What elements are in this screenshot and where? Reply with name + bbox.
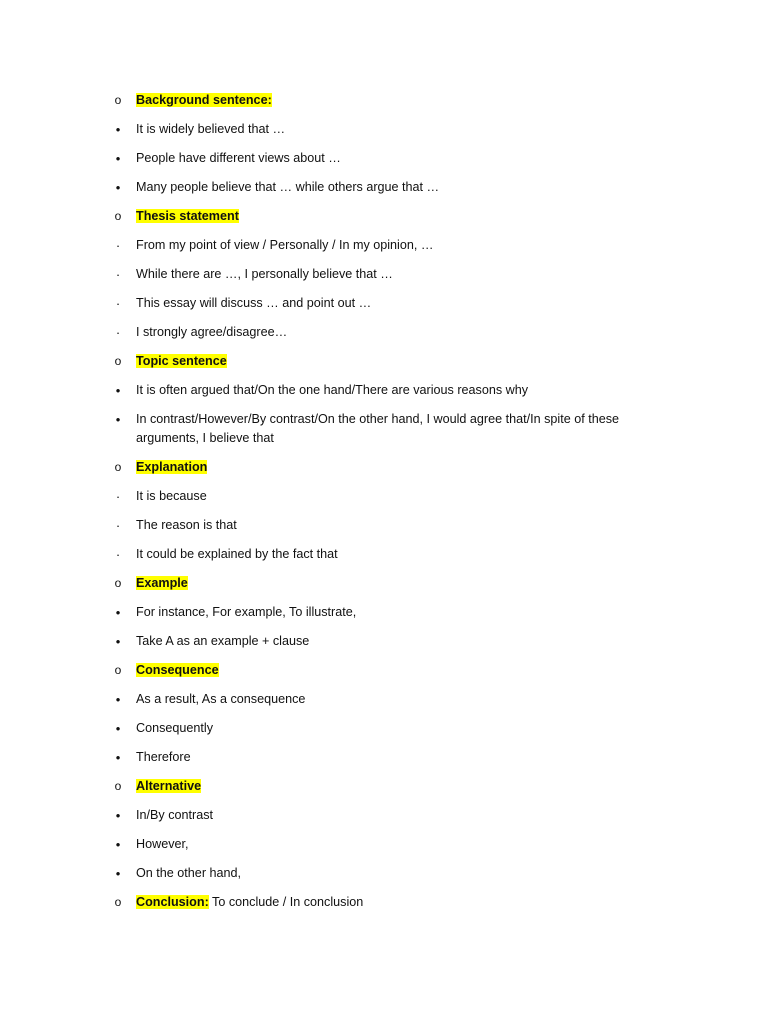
list-item — [0, 632, 768, 651]
circle-bullet-icon: o — [114, 895, 122, 909]
bullet-icon: • — [115, 721, 121, 736]
bullet-icon: • — [115, 180, 121, 195]
heading-line — [136, 893, 636, 912]
bullet-icon: • — [115, 837, 121, 852]
item-text: From my point of view / Personally / In my opinion, … — [136, 238, 434, 252]
bullet-icon: · — [115, 547, 121, 562]
item-text: In/By contrast — [136, 808, 213, 822]
list-item — [0, 487, 768, 506]
circle-bullet-icon: o — [114, 354, 122, 368]
list-item — [0, 864, 768, 883]
list-item — [0, 410, 768, 448]
item-text: Take A as an example + clause — [136, 634, 310, 648]
list-item — [0, 748, 768, 767]
item-text: On the other hand, — [136, 866, 242, 880]
list-item — [0, 178, 768, 197]
circle-bullet-icon: o — [114, 779, 122, 793]
section-heading — [0, 352, 768, 371]
heading-label: Consequence — [136, 663, 219, 677]
heading-label: Example — [136, 576, 188, 590]
bullet-icon: • — [115, 808, 121, 823]
heading-label: Conclusion: — [136, 895, 209, 909]
list-item — [0, 835, 768, 854]
section-heading — [0, 661, 768, 680]
item-text: However, — [136, 837, 189, 851]
list-item — [0, 236, 768, 255]
bullet-icon: • — [115, 634, 121, 649]
bullet-icon: · — [115, 325, 121, 340]
list-item — [0, 381, 768, 400]
section-heading — [0, 207, 768, 226]
heading-line — [136, 207, 636, 226]
heading-text: To conclude / In conclusion — [208, 895, 364, 909]
heading-line — [136, 458, 636, 477]
bullet-icon: · — [115, 296, 121, 311]
list-item — [0, 719, 768, 738]
bullet-icon: • — [115, 750, 121, 765]
heading-label: Alternative — [136, 779, 202, 793]
item-text: Many people believe that … while others argue that … — [136, 180, 440, 194]
item-text: In contrast/However/By contrast/On the other hand, I would agree that/In spite of these arguments, I believe that — [136, 412, 620, 445]
heading-line — [136, 574, 636, 593]
circle-bullet-icon: o — [114, 93, 122, 107]
item-text: It is widely believed that … — [136, 122, 286, 136]
section-heading — [0, 777, 768, 796]
heading-label: Thesis statement — [136, 209, 239, 223]
bullet-icon: • — [115, 151, 121, 166]
circle-bullet-icon: o — [114, 576, 122, 590]
list-item — [0, 120, 768, 139]
item-text: Therefore — [136, 750, 191, 764]
bullet-icon: • — [115, 383, 121, 398]
item-text: As a result, As a consequence — [136, 692, 306, 706]
section-heading — [0, 458, 768, 477]
list-item — [0, 603, 768, 622]
heading-label: Background sentence: — [136, 93, 272, 107]
list-item — [0, 265, 768, 284]
heading-label: Explanation — [136, 460, 208, 474]
bullet-icon: · — [115, 489, 121, 504]
list-item — [0, 545, 768, 564]
list-item — [0, 806, 768, 825]
circle-bullet-icon: o — [114, 209, 122, 223]
item-text: This essay will discuss … and point out … — [136, 296, 372, 310]
item-text: Consequently — [136, 721, 214, 735]
heading-line — [136, 661, 636, 680]
item-text: It is because — [136, 489, 207, 503]
bullet-icon: · — [115, 238, 121, 253]
item-text: People have different views about … — [136, 151, 341, 165]
bullet-icon: • — [115, 866, 121, 881]
bullet-icon: · — [115, 267, 121, 282]
bullet-icon: · — [115, 518, 121, 533]
list-item — [0, 516, 768, 535]
section-heading — [0, 893, 768, 912]
heading-line — [136, 777, 636, 796]
item-text: For instance, For example, To illustrate, — [136, 605, 357, 619]
item-text: While there are …, I personally believe that … — [136, 267, 393, 281]
circle-bullet-icon: o — [114, 460, 122, 474]
list-item — [0, 149, 768, 168]
bullet-icon: • — [115, 692, 121, 707]
list-item — [0, 294, 768, 313]
bullet-icon: • — [115, 122, 121, 137]
circle-bullet-icon: o — [114, 663, 122, 677]
bullet-icon: • — [115, 412, 121, 427]
section-heading — [0, 91, 768, 110]
item-text: I strongly agree/disagree… — [136, 325, 288, 339]
list-item — [0, 323, 768, 342]
item-text: It is often argued that/On the one hand/There are various reasons why — [136, 383, 529, 397]
item-text: The reason is that — [136, 518, 237, 532]
heading-label: Topic sentence — [136, 354, 227, 368]
heading-line — [136, 352, 636, 371]
heading-line — [136, 91, 636, 110]
section-heading — [0, 574, 768, 593]
item-text: It could be explained by the fact that — [136, 547, 338, 561]
document-body — [0, 91, 768, 922]
list-item — [0, 690, 768, 709]
bullet-icon: • — [115, 605, 121, 620]
